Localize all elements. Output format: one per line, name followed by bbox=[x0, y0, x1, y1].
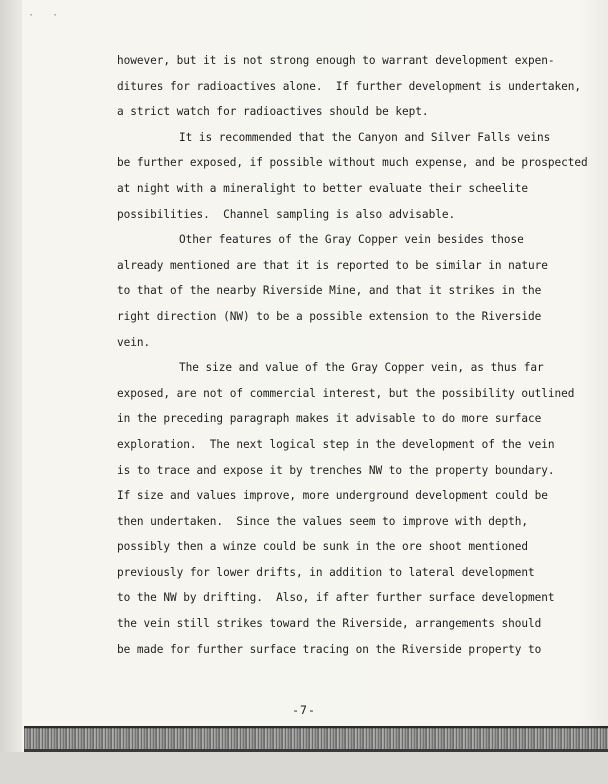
body-text bbox=[117, 48, 588, 662]
paragraph-start-line: It is recommended that the Canyon and Silver Falls veins bbox=[179, 130, 551, 144]
text-line: then undertaken. Since the values seem to improve with depth, bbox=[117, 514, 528, 528]
text-line: exploration. The next logical step in the development of the vein bbox=[117, 437, 555, 451]
text-line: possibilities. Channel sampling is also advisable. bbox=[117, 207, 456, 221]
scan-artifact-strip bbox=[24, 728, 608, 750]
text-line: possibly then a winze could be sunk in the ore shoot mentioned bbox=[117, 540, 528, 554]
scan-left-edge bbox=[0, 0, 22, 784]
scan-specks: · · bbox=[28, 10, 65, 21]
text-line: in the preceding paragraph makes it advisable to do more surface bbox=[117, 412, 542, 426]
page-number: -7- bbox=[292, 703, 316, 717]
text-line: right direction (NW) to be a possible extension to the Riverside bbox=[117, 309, 542, 323]
paragraph-start-line: The size and value of the Gray Copper vein, as thus far bbox=[179, 361, 544, 375]
text-line: ditures for radioactives alone. If further development is undertaken, bbox=[117, 79, 582, 93]
paragraph-start-line: Other features of the Gray Copper vein besides those bbox=[179, 233, 524, 247]
scan-bottom-margin bbox=[0, 752, 608, 784]
text-line: to the NW by drifting. Also, if after further surface development bbox=[117, 591, 555, 605]
text-line: previously for lower drifts, in addition to lateral development bbox=[117, 565, 535, 579]
text-line: however, but it is not strong enough to warrant development expen- bbox=[117, 54, 555, 67]
text-line: already mentioned are that it is reported to be similar in nature bbox=[117, 258, 548, 272]
text-line: to that of the nearby Riverside Mine, and that it strikes in the bbox=[117, 284, 542, 298]
text-line: is to trace and expose it by trenches NW to the property boundary. bbox=[117, 463, 555, 477]
text-line: at night with a mineralight to better evaluate their scheelite bbox=[117, 181, 528, 195]
text-line: vein. bbox=[117, 335, 151, 349]
text-line: If size and values improve, more underground development could be bbox=[117, 489, 548, 503]
text-line: be made for further surface tracing on the Riverside property to bbox=[117, 642, 542, 656]
text-line: a strict watch for radioactives should be kept. bbox=[117, 105, 429, 119]
text-line: exposed, are not of commercial interest, but the possibility outlined bbox=[117, 386, 575, 400]
text-line: the vein still strikes toward the Riverside, arrangements should bbox=[117, 617, 542, 631]
text-line: be further exposed, if possible without much expense, and be prospected bbox=[117, 156, 588, 170]
